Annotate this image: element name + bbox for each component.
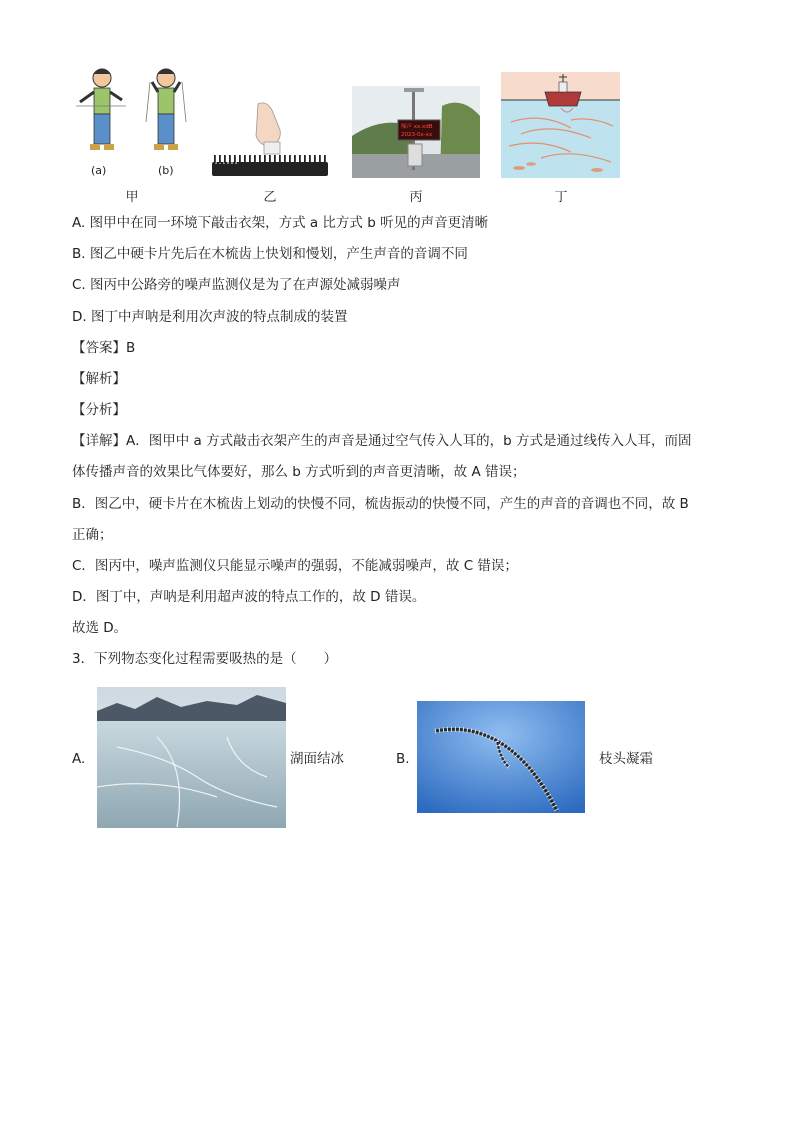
monitor-display-line1: 噪声 xx.xdB — [401, 124, 433, 130]
q2-option-a: A. 图甲中在同一环境下敲击衣架，方式 a 比方式 b 听见的声音更清晰 — [72, 215, 489, 231]
figure-jia — [72, 62, 134, 162]
figure-yi — [210, 100, 330, 180]
detail-line-5: C．图丙中，噪声监测仪只能显示噪声的强弱，不能减弱噪声，故 C 错误； — [72, 558, 518, 574]
q3-option-a-label: 湖面结冰 — [290, 751, 344, 767]
detail-line-4: 正确； — [72, 527, 113, 543]
sub-label-a: (a) — [91, 164, 107, 177]
caption-bing: 丙 — [409, 190, 423, 205]
frost-branch-photo — [417, 701, 585, 813]
answer-line: 【答案】B — [72, 340, 136, 356]
q2-option-c: C. 图丙中公路旁的噪声监测仪是为了在声源处减弱噪声 — [72, 277, 401, 293]
caption-ding: 丁 — [554, 190, 568, 205]
sonar-ship-illustration — [501, 72, 620, 178]
q3-option-a-image — [97, 687, 286, 828]
analysis-label: 【解析】 — [72, 371, 126, 387]
q2-option-d: D. 图丁中声呐是利用次声波的特点制成的装置 — [72, 309, 348, 325]
q2-option-b: B. 图乙中硬卡片先后在木梳齿上快划和慢划，产生声音的音调不同 — [72, 246, 468, 262]
monitor-display-line2: 2023-0x-xx — [401, 132, 433, 138]
q3-option-b-image — [417, 701, 585, 813]
man-b-illustration — [140, 62, 192, 162]
man-a-illustration — [72, 62, 134, 162]
sub-label-b: (b) — [158, 164, 174, 177]
comb-hand-illustration — [210, 100, 330, 180]
q3-option-a-letter: A. — [72, 751, 86, 767]
detail-line-2: 体传播声音的效果比气体要好，那么 b 方式听到的声音更清晰，故 A 错误； — [72, 464, 526, 480]
detail-line-3: B．图乙中，硬卡片在木梳齿上划动的快慢不同，梳齿振动的快慢不同，产生的声音的音调也不同，故 B — [72, 496, 689, 512]
frozen-lake-photo — [97, 687, 286, 828]
figure-ding — [501, 72, 620, 178]
caption-jia: 甲 — [125, 190, 139, 205]
detail-line-6: D．图丁中，声呐是利用超声波的特点工作的，故 D 错误。 — [72, 589, 426, 605]
q3-option-b-label: 枝头凝霜 — [599, 751, 653, 767]
q3-stem: 3．下列物态变化过程需要吸热的是（ ） — [72, 651, 338, 667]
figure-bing — [352, 86, 480, 178]
caption-yi: 乙 — [263, 190, 277, 205]
q3-option-b-letter: B. — [396, 751, 410, 767]
fenxi-label: 【分析】 — [72, 402, 126, 418]
detail-line-7: 故选 D。 — [72, 620, 128, 636]
noise-monitor-photo — [352, 86, 480, 178]
figure-jia-b — [140, 62, 192, 162]
detail-line-1: 【详解】A．图甲中 a 方式敲击衣架产生的声音是通过空气传入人耳的，b 方式是通过线传入人耳，而固 — [72, 433, 692, 449]
